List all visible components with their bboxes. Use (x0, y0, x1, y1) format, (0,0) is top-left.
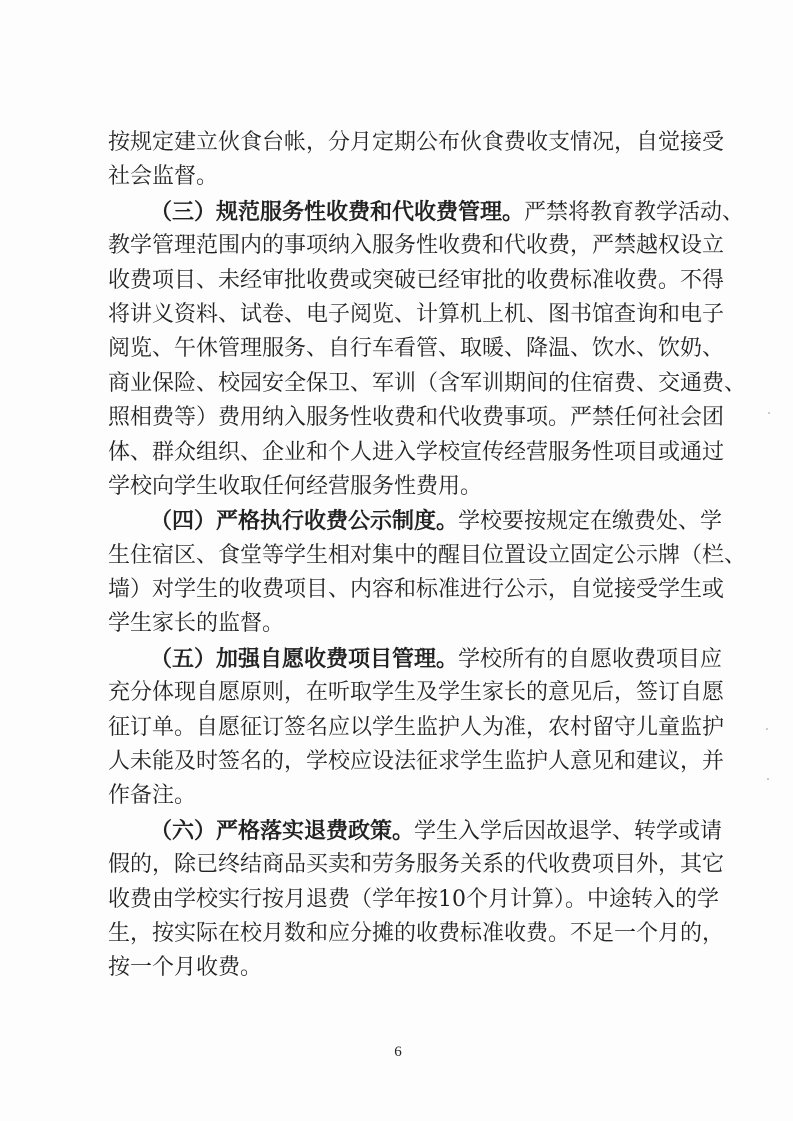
paragraph-line (108, 539, 747, 573)
section-heading: （六）严格落实退费政策。 (150, 817, 415, 844)
line-text: 社会监督。 (108, 164, 219, 190)
line-text: 严禁将教育教学活动、 (524, 199, 745, 225)
line-text: 充分体现自愿原则，在听取学生及学生家长的意见后，签订自愿 (108, 680, 725, 706)
paragraph-line (108, 401, 725, 435)
paragraph-line (108, 436, 725, 470)
paragraph-line (108, 470, 714, 504)
paragraph-line (108, 745, 725, 779)
paragraph-line (108, 126, 725, 160)
paragraph-line (108, 332, 725, 366)
paragraph-line (108, 814, 723, 848)
line-text: 学校向学生收取任何经营服务性费用。 (108, 473, 483, 499)
section-heading: （五）加强自愿收费项目管理。 (150, 645, 459, 672)
line-text: 将讲义资料、试卷、电子阅览、计算机上机、图书馆查询和电子 (108, 301, 725, 327)
paragraph-line (108, 160, 714, 194)
line-text: 教学管理范围内的事项纳入服务性收费和代收费，严禁越权设立 (108, 233, 725, 259)
line-text: 假的，除已终结商品买卖和劳务服务关系的代收费项目外，其它 (108, 852, 725, 878)
line-text: 征订单。自愿征订签名应以学生监护人为准，农村留守儿童监护 (108, 714, 725, 740)
line-text: 按一个月收费。 (108, 955, 263, 981)
paragraph-line (108, 573, 725, 607)
line-text: 商业保险、校园安全保卫、军训（含军训期间的住宿费、交通费、 (108, 370, 747, 396)
page-number: 6 (394, 1044, 402, 1060)
paragraph-line (108, 642, 723, 676)
paragraph-line (108, 367, 747, 401)
scan-speck (766, 728, 768, 730)
paragraph-line (108, 298, 725, 332)
scan-speck (768, 412, 770, 414)
paragraph-line (108, 917, 725, 951)
line-text: 人未能及时签名的，学校应设法征求学生监护人意见和建议，并 (108, 749, 725, 775)
line-text: 生住宿区、食堂等学生相对集中的醒目位置设立固定公示牌（栏、 (108, 542, 747, 568)
line-text: 学校所有的自愿收费项目应 (458, 646, 723, 672)
line-text: 作备注。 (108, 783, 197, 809)
document-body (108, 126, 747, 986)
paragraph-line (108, 504, 723, 538)
scan-speck (767, 778, 769, 780)
paragraph-line (108, 951, 714, 985)
paragraph-line (108, 711, 725, 745)
line-text: 收费由学校实行按月退费（学年按10个月计算）。中途转入的学 (108, 886, 719, 912)
line-text: 生，按实际在校月数和应分摊的收费标准收费。不足一个月的， (108, 920, 725, 946)
line-text: 按规定建立伙食台帐，分月定期公布伙食费收支情况，自觉接受 (108, 130, 725, 155)
line-text: 体、群众组织、企业和个人进入学校宣传经营服务性项目或通过 (108, 439, 725, 465)
line-text: 学生家长的监督。 (108, 611, 285, 637)
section-heading: （四）严格执行收费公示制度。 (150, 508, 459, 535)
paragraph-line (108, 883, 719, 917)
line-text: 学校要按规定在缴费处、学 (458, 509, 723, 535)
line-text: 照相费等）费用纳入服务性收费和代收费事项。严禁任何社会团 (108, 405, 725, 431)
paragraph-line (108, 607, 714, 641)
paragraph-line (108, 264, 725, 298)
line-text: 墙）对学生的收费项目、内容和标准进行公示，自觉接受学生或 (108, 577, 725, 603)
paragraph-line (108, 676, 725, 710)
line-text: 学生入学后因故退学、转学或请 (414, 818, 723, 844)
line-text: 收费项目、未经审批收费或突破已经审批的收费标准收费。不得 (108, 267, 725, 293)
line-text: 阅览、午休管理服务、自行车看管、取暖、降温、饮水、饮奶、 (108, 336, 725, 362)
paragraph-line (108, 229, 725, 263)
section-heading: （三）规范服务性收费和代收费管理。 (150, 198, 525, 225)
paragraph-line (108, 848, 725, 882)
paragraph-line (108, 195, 745, 229)
paragraph-line (108, 779, 714, 813)
